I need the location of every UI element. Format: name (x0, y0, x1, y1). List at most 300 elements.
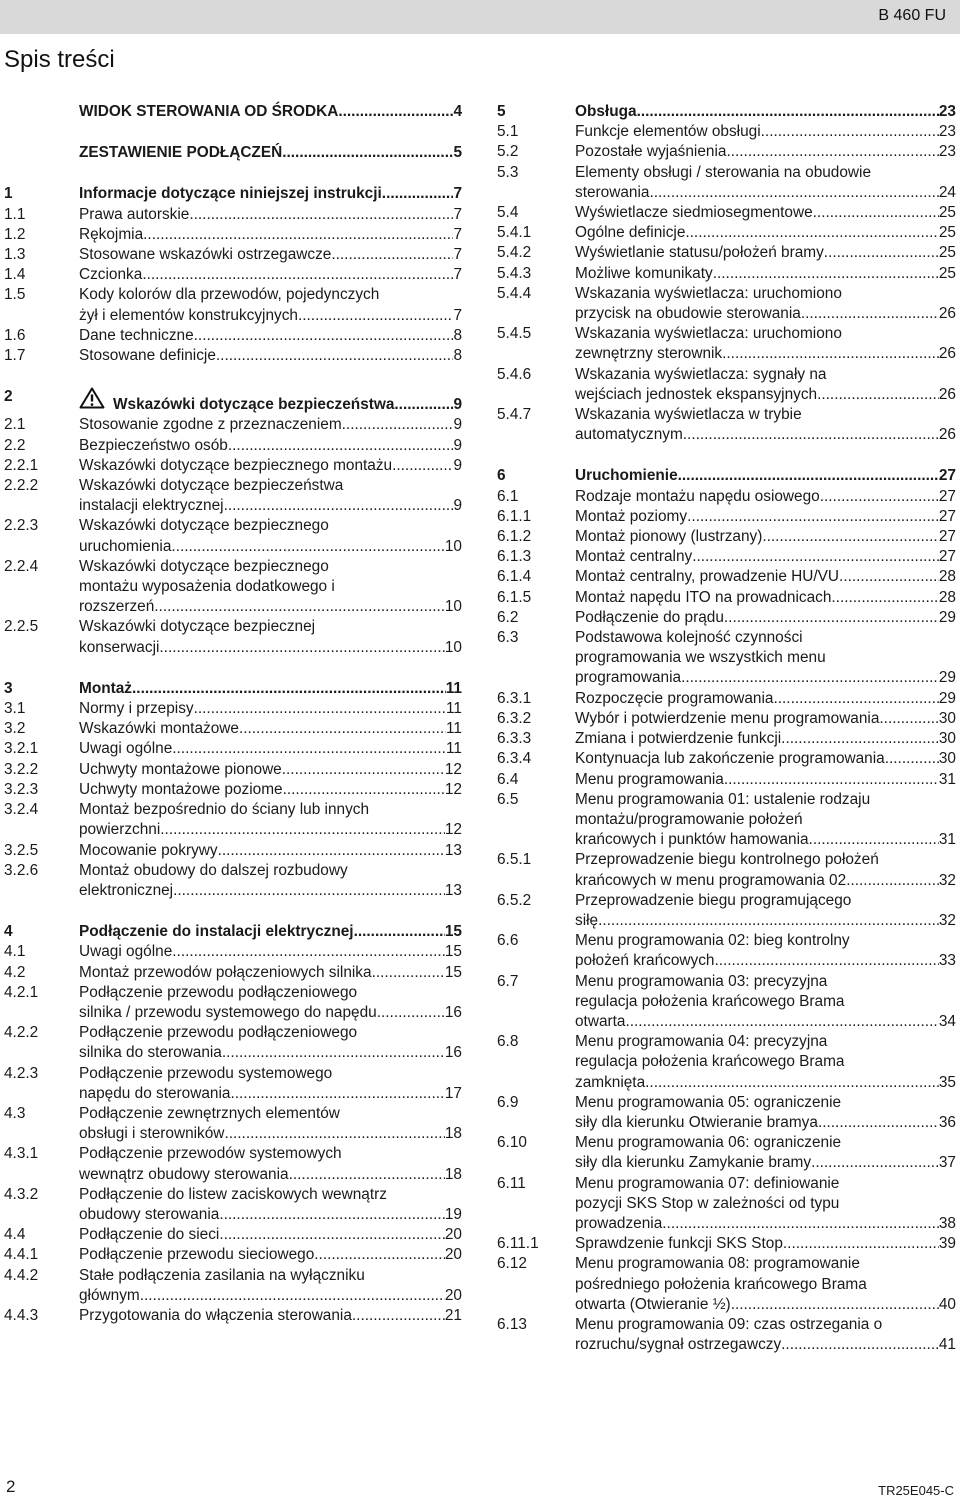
toc-entry-text (79, 1104, 462, 1144)
leader-dots (140, 1286, 445, 1306)
toc-entry-page: 9 (453, 416, 462, 434)
toc-entry-line (79, 245, 462, 265)
toc-entry[interactable] (4, 557, 462, 618)
toc-entry[interactable] (4, 326, 462, 346)
toc-entry-title: Funkcje elementów obsługi (575, 123, 761, 141)
toc-entry-title: Uwagi ogólne (79, 740, 173, 758)
toc-entry[interactable] (4, 184, 462, 204)
toc-entry-page: 8 (453, 347, 462, 365)
toc-entry-line (79, 780, 462, 800)
toc-entry-text (575, 284, 956, 324)
toc-entry-title: krańcowych w menu programowania 02 (575, 871, 847, 889)
toc-entry-text (79, 983, 462, 1023)
toc-entry-title: montażu wyposażenia dodatkowego i (79, 578, 335, 596)
toc-entry-line (575, 1052, 956, 1072)
toc-entry-title: montażu/programowanie położeń (575, 810, 803, 828)
toc-entry-number: 6.1.4 (497, 568, 532, 586)
toc-entry-line (575, 1194, 956, 1214)
toc-entry[interactable] (4, 285, 462, 325)
toc-entry-line (79, 326, 462, 346)
toc-entry-title: Zmiana i potwierdzenie funkcji (575, 730, 782, 748)
toc-entry-page: 15 (444, 943, 462, 961)
toc-entry[interactable] (497, 1093, 956, 1133)
toc-entry[interactable] (497, 122, 956, 142)
toc-entry[interactable] (4, 415, 462, 435)
toc-entry[interactable] (497, 567, 956, 587)
toc-entry-line (79, 983, 462, 1003)
toc-entry-line (79, 1225, 462, 1245)
toc-entry-number: 4.3.1 (4, 1145, 39, 1163)
leader-dots (824, 243, 939, 263)
leader-dots (598, 911, 939, 931)
toc-entry-page: 7 (453, 246, 462, 264)
toc-entry-number: 6.3.3 (497, 730, 532, 748)
toc-entry-title: Wybór i potwierdzenie menu programowania (575, 709, 880, 727)
toc-entry[interactable] (497, 729, 956, 749)
toc-entry-page: 17 (444, 1084, 462, 1102)
toc-entry-line (79, 638, 462, 658)
toc-entry-page: 7 (453, 205, 462, 223)
toc-entry-number: 1 (4, 185, 13, 203)
toc-entry-page: 10 (444, 598, 462, 616)
toc-entry[interactable] (497, 1254, 956, 1315)
toc-entry[interactable] (497, 1315, 956, 1355)
leader-dots (342, 415, 454, 435)
toc-entry-page: 9 (453, 396, 462, 414)
toc-entry[interactable] (4, 739, 462, 759)
toc-entry[interactable] (4, 102, 462, 122)
toc-entry-page: 12 (444, 821, 462, 839)
toc-entry-line (575, 425, 956, 445)
toc-entry-text (575, 1234, 956, 1254)
toc-entry[interactable] (497, 1174, 956, 1235)
leader-dots (839, 567, 939, 587)
toc-entry-title: zamknięta (575, 1073, 646, 1091)
toc-entry-number: 6.1.2 (497, 528, 532, 546)
toc-entry[interactable] (4, 699, 462, 719)
toc-entry-page: 15 (444, 963, 462, 981)
toc-entry-page: 10 (444, 537, 462, 555)
toc-entry-text (575, 628, 956, 689)
toc-entry[interactable] (497, 749, 956, 769)
toc-entry[interactable] (4, 476, 462, 516)
toc-entry-number: 6.6 (497, 932, 519, 950)
toc-entry-page: 27 (938, 548, 956, 566)
leader-dots (219, 1225, 445, 1245)
toc-entry[interactable] (497, 1032, 956, 1093)
toc-entry-text (575, 567, 956, 587)
toc-entry-line (575, 466, 956, 486)
toc-entry-page: 35 (938, 1073, 956, 1091)
toc-entry-number: 3.2.5 (4, 841, 39, 859)
toc-entry-title: siły dla kierunku Otwieranie bramya (575, 1113, 818, 1131)
toc-entry-title: Kontynuacja lub zakończenie programowania (575, 750, 885, 768)
leader-dots (681, 668, 939, 688)
toc-entry-text (575, 203, 956, 223)
toc-entry[interactable] (4, 841, 462, 861)
toc-entry-title: wejściach jednostek ekspansyjnych (575, 385, 818, 403)
toc-entry-text (575, 850, 956, 890)
toc-entry-text (79, 679, 462, 699)
toc-entry[interactable] (497, 264, 956, 284)
toc-entry-number: 1.7 (4, 347, 26, 365)
toc-entry[interactable] (4, 780, 462, 800)
toc-entry-page: 39 (938, 1235, 956, 1253)
toc-entry-text (575, 547, 956, 567)
toc-entry-line (79, 881, 462, 901)
toc-entry-title: silnika do sterowania (79, 1044, 222, 1062)
toc-entry-page: 16 (444, 1003, 462, 1021)
toc-entry[interactable] (4, 456, 462, 476)
toc-entry-line (575, 972, 956, 992)
toc-entry[interactable] (497, 284, 956, 324)
leader-dots (801, 304, 939, 324)
toc-entry-page: 18 (444, 1165, 462, 1183)
toc-entry-line (79, 1266, 462, 1286)
toc-entry-line (575, 588, 956, 608)
leader-dots (625, 1012, 938, 1032)
toc-entry-title: ZESTAWIENIE PODŁĄCZEŃ (79, 144, 283, 162)
toc-entry-page: 34 (938, 1012, 956, 1030)
section-spacer (4, 122, 462, 143)
leader-dots (331, 245, 453, 265)
toc-entry[interactable] (4, 436, 462, 456)
toc-entry[interactable] (4, 1185, 462, 1225)
toc-entry[interactable] (4, 679, 462, 699)
toc-entry[interactable] (4, 205, 462, 225)
toc-entry-title: Montaż pionowy (lustrzany) (575, 528, 763, 546)
toc-entry-page: 11 (446, 700, 462, 718)
toc-entry[interactable] (497, 203, 956, 223)
toc-entry-line (79, 1205, 462, 1225)
toc-entry-text (79, 1144, 462, 1184)
toc-entry-page: 41 (938, 1336, 956, 1354)
toc-entry-number: 6.3.4 (497, 750, 532, 768)
toc-entry-text (575, 770, 956, 790)
toc-entry[interactable] (4, 617, 462, 657)
toc-entry-text (79, 456, 462, 476)
toc-entry-title: WIDOK STEROWANIA OD ŚRODKA (79, 103, 339, 120)
toc-entry-number: 4 (4, 923, 13, 941)
toc-entry-line (79, 577, 462, 597)
toc-entry-title: obudowy sterowania (79, 1205, 220, 1223)
toc-entry-text (79, 516, 462, 556)
toc-entry-title: Bezpieczeństwo osób (79, 436, 228, 454)
toc-entry-title: Możliwe komunikaty (575, 264, 713, 282)
toc-entry-page: 25 (938, 204, 956, 222)
toc-entry-text (575, 243, 956, 263)
toc-entry[interactable] (4, 760, 462, 780)
toc-entry-number: 6.4 (497, 770, 519, 788)
toc-entry[interactable] (497, 931, 956, 971)
toc-entry-title: Podłączenie do sieci (79, 1226, 220, 1244)
toc-entry[interactable] (4, 1245, 462, 1265)
toc-entry-page: 30 (938, 730, 956, 748)
toc-entry-line (79, 841, 462, 861)
toc-entry-title: wewnątrz obudowy sterowania (79, 1165, 289, 1183)
leader-dots (783, 1234, 939, 1254)
toc-entry-text (79, 415, 462, 435)
toc-entry-number: 6.5 (497, 790, 519, 808)
leader-dots (394, 395, 453, 415)
leader-dots (154, 597, 445, 617)
leader-dots (811, 1153, 939, 1173)
toc-entry-number: 6.1.3 (497, 548, 532, 566)
toc-entry[interactable] (4, 1225, 462, 1245)
toc-entry-text (79, 780, 462, 800)
toc-entry-line (575, 749, 956, 769)
toc-entry-title: Montaż poziomy (575, 507, 688, 525)
toc-entry-text (575, 790, 956, 851)
toc-entry[interactable] (4, 719, 462, 739)
toc-entry-title: Stosowanie zgodne z przeznaczeniem (79, 416, 342, 434)
toc-entry[interactable] (497, 405, 956, 445)
toc-entry-line (575, 810, 956, 830)
toc-entry-title: Podłączenie przewodu podłączeniowego (79, 983, 358, 1001)
toc-entry-page: 26 (938, 305, 956, 323)
leader-dots (372, 963, 445, 983)
toc-entry-text (575, 324, 956, 364)
toc-entry-line (79, 1043, 462, 1063)
toc-entry-text (575, 264, 956, 284)
toc-entry-title: Menu programowania 05: ograniczenie (575, 1093, 842, 1111)
toc-entry-line (575, 689, 956, 709)
toc-entry-number: 6.1.5 (497, 588, 532, 606)
toc-entry[interactable] (497, 689, 956, 709)
toc-entry-title: silnika / przewodu systemowego do napędu (79, 1003, 377, 1021)
toc-entry[interactable] (497, 507, 956, 527)
leader-dots (218, 841, 445, 861)
toc-entry[interactable] (497, 163, 956, 203)
toc-entry-line (575, 344, 956, 364)
toc-entry-page: 27 (938, 487, 956, 505)
toc-entry-number: 1.6 (4, 326, 26, 344)
toc-entry[interactable] (4, 861, 462, 901)
toc-entry-number: 3.2.4 (4, 801, 39, 819)
toc-entry-number: 1.4 (4, 266, 26, 284)
toc-entry[interactable] (497, 588, 956, 608)
toc-entry[interactable] (497, 628, 956, 689)
toc-entry-page: 23 (938, 143, 956, 161)
toc-entry-title: Wskazania wyświetlacza: uruchomiono (575, 325, 842, 343)
toc-entry-number: 4.4 (4, 1226, 26, 1244)
toc-entry-number: 6.5.2 (497, 891, 532, 909)
leader-dots (228, 436, 454, 456)
toc-entry[interactable] (4, 245, 462, 265)
toc-entry-line (575, 790, 956, 810)
leader-dots (818, 1113, 939, 1133)
toc-entry-line (79, 699, 462, 719)
toc-entry[interactable] (4, 963, 462, 983)
toc-entry-title: napędu do sterowania (79, 1084, 231, 1102)
toc-entry[interactable] (4, 1144, 462, 1184)
toc-entry-number: 5.3 (497, 163, 519, 181)
toc-entry-page: 11 (446, 720, 462, 738)
toc-entry-title: Menu programowania 02: bieg kontrolny (575, 932, 850, 950)
toc-entry[interactable] (497, 547, 956, 567)
toc-entry-line (575, 487, 956, 507)
toc-entry[interactable] (497, 487, 956, 507)
toc-entry-page: 40 (938, 1295, 956, 1313)
toc-entry-title: Pozostałe wyjaśnienia (575, 143, 727, 161)
toc-entry-text (575, 507, 956, 527)
toc-entry-title: Elementy obsługi / sterowania na obudowie (575, 163, 872, 181)
toc-entry[interactable] (4, 800, 462, 840)
toc-entry-line (575, 931, 956, 951)
toc-entry-number: 6.12 (497, 1255, 527, 1273)
toc-entry-title: Informacje dotyczące niniejszej instrukcji (79, 185, 382, 203)
toc-entry-title: głównym (79, 1286, 140, 1304)
toc-entry[interactable] (4, 387, 462, 415)
toc-entry-text (79, 245, 462, 265)
toc-entry-number: 5.4.6 (497, 365, 532, 383)
toc-entry-number: 6 (497, 467, 506, 485)
leader-dots (820, 487, 939, 507)
toc-entry-line (79, 415, 462, 435)
toc-entry[interactable] (497, 324, 956, 364)
toc-entry-line (575, 1093, 956, 1113)
section-spacer (4, 163, 462, 184)
toc-entry-number: 2.2.2 (4, 477, 39, 495)
toc-entry[interactable] (4, 1104, 462, 1144)
toc-entry[interactable] (497, 1133, 956, 1173)
toc-entry[interactable] (497, 223, 956, 243)
toc-entry[interactable] (497, 243, 956, 263)
toc-entry-title: Przygotowania do włączenia sterowania (79, 1306, 352, 1324)
toc-entry-line (79, 800, 462, 820)
toc-entry-page: 32 (938, 871, 956, 889)
toc-entry[interactable] (4, 922, 462, 942)
toc-entry-title: Wskazania wyświetlacza: uruchomiono (575, 284, 842, 302)
toc-entry-number: 5.4.4 (497, 284, 532, 302)
toc-entry-page: 29 (938, 669, 956, 687)
toc-entry-page: 27 (938, 528, 956, 546)
toc-entry-line (79, 617, 462, 637)
toc-entry-text (79, 387, 462, 415)
toc-entry-page: 13 (444, 841, 462, 859)
toc-entry-number: 6.1.1 (497, 507, 532, 525)
toc-entry[interactable] (4, 265, 462, 285)
toc-entry-text (79, 1064, 462, 1104)
toc-entry-title: prowadzenia (575, 1214, 663, 1232)
toc-entry[interactable] (497, 527, 956, 547)
toc-entry[interactable] (497, 608, 956, 628)
toc-entry-line (79, 1084, 462, 1104)
toc-entry-text (575, 122, 956, 142)
toc-entry-text (79, 1225, 462, 1245)
toc-entry-number: 4.4.2 (4, 1266, 39, 1284)
toc-entry[interactable] (497, 891, 956, 931)
toc-entry-text (575, 689, 956, 709)
toc-entry-page: 26 (938, 385, 956, 403)
toc-entry-title: Menu programowania 06: ograniczenie (575, 1134, 842, 1152)
toc-entry[interactable] (497, 972, 956, 1033)
leader-dots (171, 537, 444, 557)
toc-entry[interactable] (4, 1306, 462, 1326)
toc-entry[interactable] (497, 466, 956, 486)
leader-dots (687, 507, 939, 527)
toc-entry-page: 9 (453, 456, 462, 474)
toc-entry-page: 27 (938, 467, 956, 485)
toc-entry[interactable] (4, 942, 462, 962)
toc-entry-line (575, 243, 956, 263)
toc-entry-line (575, 507, 956, 527)
toc-entry[interactable] (4, 346, 462, 366)
leader-dots (338, 102, 453, 122)
toc-entry-text (79, 1023, 462, 1063)
toc-entry-number: 3.2.1 (4, 740, 39, 758)
leader-dots (298, 306, 453, 326)
toc-entry[interactable] (497, 850, 956, 890)
toc-entry-line (79, 1306, 462, 1326)
document-reference: TR25E045-C (878, 1483, 954, 1498)
toc-entry-title: pośredniego położenia krańcowego Brama (575, 1275, 867, 1293)
toc-entry[interactable] (4, 1064, 462, 1104)
toc-entry[interactable] (497, 142, 956, 162)
toc-entry-line (79, 387, 462, 415)
leader-dots (189, 205, 453, 225)
toc-entry[interactable] (497, 770, 956, 790)
toc-entry-line (79, 597, 462, 617)
toc-entry[interactable] (4, 143, 462, 163)
toc-entry-title: Rodzaje montażu napędu osiowego (575, 487, 820, 505)
leader-dots (637, 102, 939, 122)
toc-entry-title: Montaż przewodów połączeniowych silnika (79, 963, 372, 981)
leader-dots (714, 951, 938, 971)
toc-entry-text (79, 1306, 462, 1326)
toc-entry[interactable] (4, 983, 462, 1023)
toc-entry[interactable] (497, 365, 956, 405)
toc-entry[interactable] (4, 1023, 462, 1063)
toc-entry-title: uruchomienia (79, 537, 172, 555)
toc-entry-text (79, 963, 462, 983)
toc-entry-line (575, 527, 956, 547)
toc-entry-page: 12 (444, 780, 462, 798)
toc-entry-line (575, 304, 956, 324)
toc-entry-line (79, 225, 462, 245)
toc-entry-title: Ogólne definicje (575, 224, 686, 242)
toc-entry-page: 26 (938, 345, 956, 363)
toc-entry-line (575, 223, 956, 243)
toc-entry-title: Stałe podłączenia zasilania na wyłączniku (79, 1266, 365, 1284)
toc-entry[interactable] (497, 1234, 956, 1254)
toc-entry-title: Podłączenie przewodów systemowych (79, 1145, 342, 1163)
toc-entry-line (79, 719, 462, 739)
toc-entry[interactable] (497, 102, 956, 122)
toc-entry-text (79, 1185, 462, 1225)
toc-entry-number: 5.4.2 (497, 244, 532, 262)
toc-entry-line (79, 1124, 462, 1144)
toc-entry-line (79, 265, 462, 285)
toc-entry-number: 1.5 (4, 286, 26, 304)
toc-entry-page: 23 (938, 123, 956, 141)
toc-entry-number: 5.4.3 (497, 264, 532, 282)
toc-entry-line (575, 668, 956, 688)
toc-entry[interactable] (4, 1266, 462, 1306)
toc-entry[interactable] (497, 790, 956, 851)
toc-entry-title: Uchwyty montażowe poziome (79, 780, 283, 798)
toc-entry-page: 28 (938, 588, 956, 606)
toc-entry[interactable] (497, 709, 956, 729)
toc-entry-title: Normy i przepisy (79, 700, 194, 718)
toc-entry-line (575, 648, 956, 668)
toc-entry-number: 3.1 (4, 700, 26, 718)
toc-entry-text (575, 972, 956, 1033)
toc-entry[interactable] (4, 516, 462, 556)
toc-entry[interactable] (4, 225, 462, 245)
toc-entry-page: 25 (938, 244, 956, 262)
toc-entry-text (575, 1093, 956, 1133)
